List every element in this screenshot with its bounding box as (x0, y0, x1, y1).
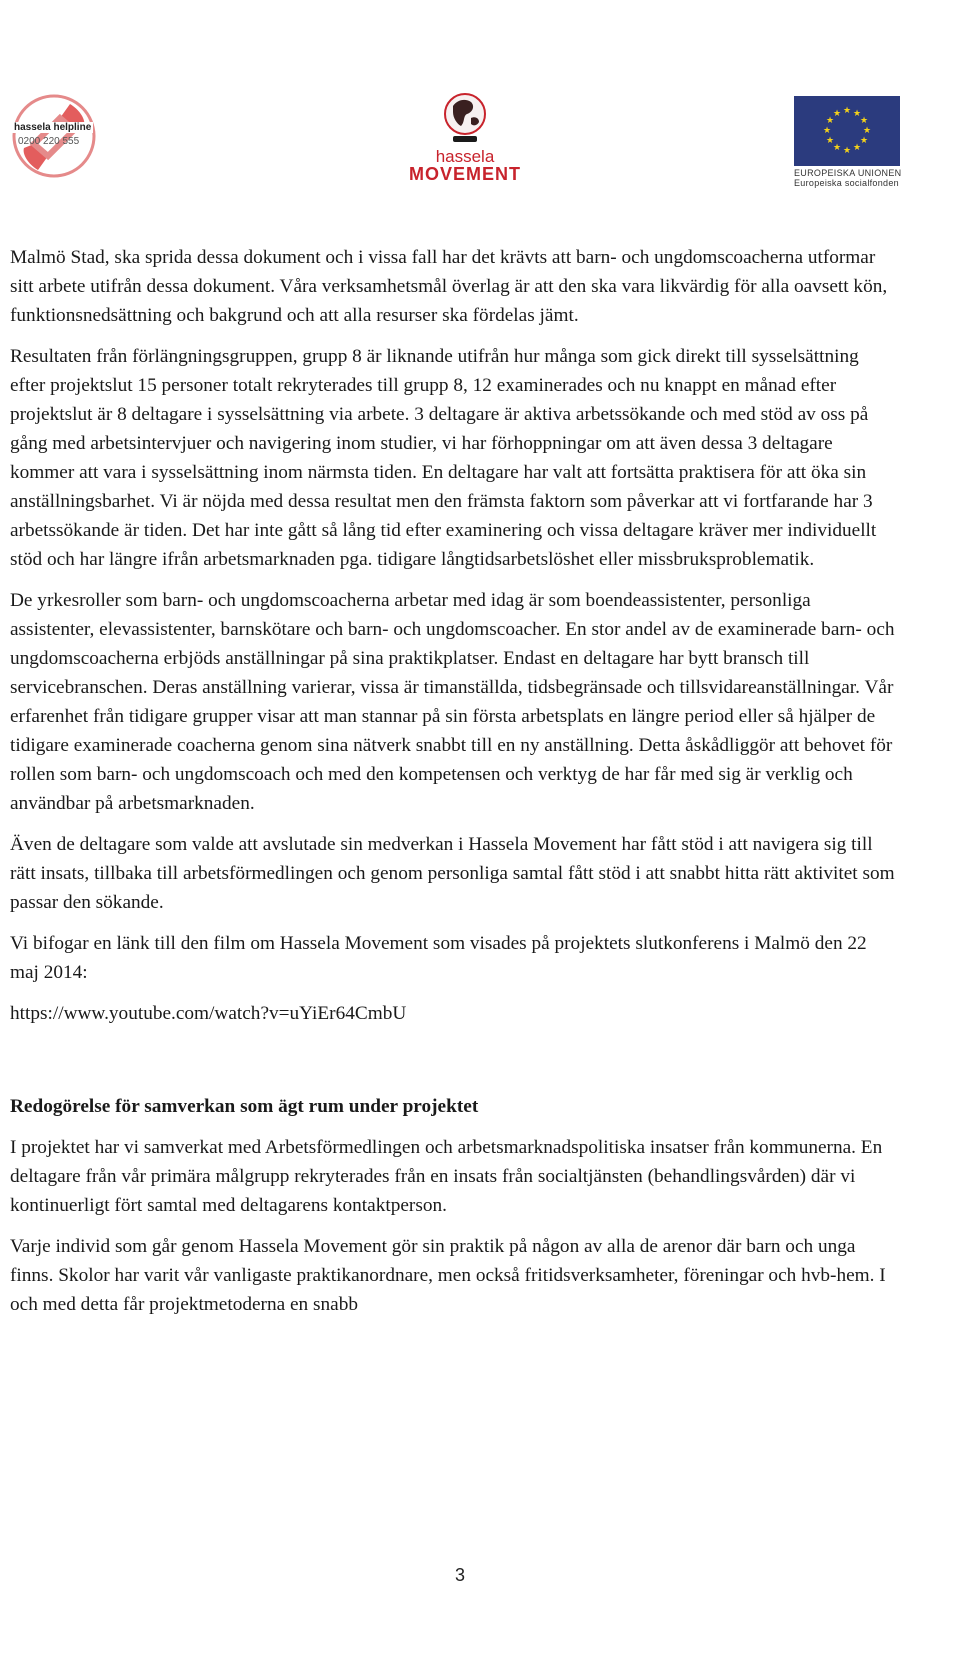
paragraph: Vi bifogar en länk till den film om Hassela Movement som visades på projektets slutkonferens i Malmö den 22 maj 2014: (10, 933, 867, 983)
paragraph: Även de deltagare som valde att avslutade sin medverkan i Hassela Movement har fått stöd i att navigera sig till rätt insats, tillbaka till arbetsförmedlingen och genom personliga samtal fått stöd i att snabbt hitta rätt aktivitet som passar den sökande. (10, 834, 895, 913)
paragraph: Malmö Stad, ska sprida dessa dokument och i vissa fall har det krävts att barn- och ungdomscoacherna utformar sitt arbete utifrån dessa dokument. Våra verksamhetsmål överlag är att den ska vara likvärdig för alla oavsett kön, funktionsnedsättning och bakgrund och att alla resurser ska fördelas jämt. (10, 247, 888, 326)
hassela-helpline-logo (8, 90, 100, 182)
svg-text:★: ★ (862, 126, 872, 136)
helpline-name: hassela helpline (14, 122, 92, 133)
eu-flag-icon (794, 96, 900, 166)
helpline-number: 0200 220 555 (18, 136, 80, 147)
eu-caption-fund: Europeiska socialfonden (794, 178, 899, 188)
paragraph: De yrkesroller som barn- och ungdomscoacherna arbetar med idag är som boendeassistenter, personliga assistenter, elevassistenter, barnskötare och barn- och ungdomscoacher. En stor andel av de examinerade barn- och ungdomscoacherna erbjöds anställningar på sina praktikplatser. Endast en deltagare har bytt bransch till servicebranschen. Deras anställning varierar, vissa är timanställda, tidsbegränsade och tillsvidareanställningar. Vår erfarenhet från tidigare grupper visar att man stannar på sin första arbetsplats en längre period eller så hjälper de tidigare examinerade coacherna genom sina nätverk snabbt till en ny anställning. Detta åskådliggör att behovet för rollen som barn- och ungdomscoach och med den kompetensen och verktyg de har får med sig är verklig och användbar på arbetsmarknaden. (10, 590, 895, 814)
paragraph: Resultaten från förlängningsgruppen, grupp 8 är liknande utifrån hur många som gick direkt till sysselsättning efter projektslut 15 personer totalt rekryterades till grupp 8, 12 examinerades och nu knappt en månad efter projektslut är 8 deltagare i sysselsättning via arbete. 3 deltagare är aktiva arbetssökande och med stöd av oss på gång med arbetsintervjuer och navigering inom studier, vi har förhoppningar om att även dessa 3 deltagare kommer att vara i sysselsättning inom närmsta tiden. En deltagare har valt att fortsätta praktisera för att öka sin anställningsbarhet. Vi är nöjda med dessa resultat men den främsta faktorn som påverkar att vi fortfarande har 3 arbetssökande är tiden. Det har inte gått så lång tid efter examinering och vissa deltagare kräver mer individuellt stöd och har längre ifrån arbetsmarknaden pga. tidigare långtidsarbetslöshet eller missbruksproblematik. (10, 346, 877, 570)
section-spacer (10, 1028, 895, 1092)
svg-text:★: ★ (842, 146, 852, 156)
eu-caption-union: EUROPEISKA UNIONEN (794, 168, 902, 178)
video-link[interactable]: https://www.youtube.com/watch?v=uYiEr64CmbU (10, 1003, 407, 1024)
svg-text:★: ★ (859, 136, 869, 146)
svg-text:★: ★ (842, 106, 852, 116)
hassela-movement-logo (400, 90, 530, 200)
logo-word-movement: MOVEMENT (408, 164, 521, 184)
document-body (10, 243, 895, 1331)
svg-text:★: ★ (852, 109, 862, 119)
svg-text:★: ★ (832, 143, 842, 153)
globe-icon (435, 90, 495, 146)
svg-text:★: ★ (832, 109, 842, 119)
paragraph: Varje individ som går genom Hassela Movement gör sin praktik på någon av alla de arenor där barn och unga finns. Skolor har varit vår vanligaste praktikanordnare, men också fritidsverksamheter, föreningar och hvb-hem. I och med detta får projektmetoderna en snabb (10, 1236, 886, 1315)
logo-word-hassela: hassela (435, 147, 495, 166)
svg-text:★: ★ (825, 136, 835, 146)
page-header (0, 0, 960, 210)
svg-text:★: ★ (859, 116, 869, 126)
svg-text:★: ★ (825, 116, 835, 126)
section-heading: Redogörelse för samverkan som ägt rum under projektet (10, 1096, 479, 1117)
eu-logo (794, 96, 904, 188)
svg-text:★: ★ (852, 143, 862, 153)
svg-text:★: ★ (822, 126, 832, 136)
paragraph: I projektet har vi samverkat med Arbetsförmedlingen och arbetsmarknadspolitiska insatser från kommunerna. En deltagare från vår primära målgrupp rekryterades från en insats från socialtjänsten (behandlingsvården) där vi kontinuerligt fört samtal med deltagarens kontaktperson. (10, 1137, 883, 1216)
page-number: 3 (454, 1565, 465, 1585)
